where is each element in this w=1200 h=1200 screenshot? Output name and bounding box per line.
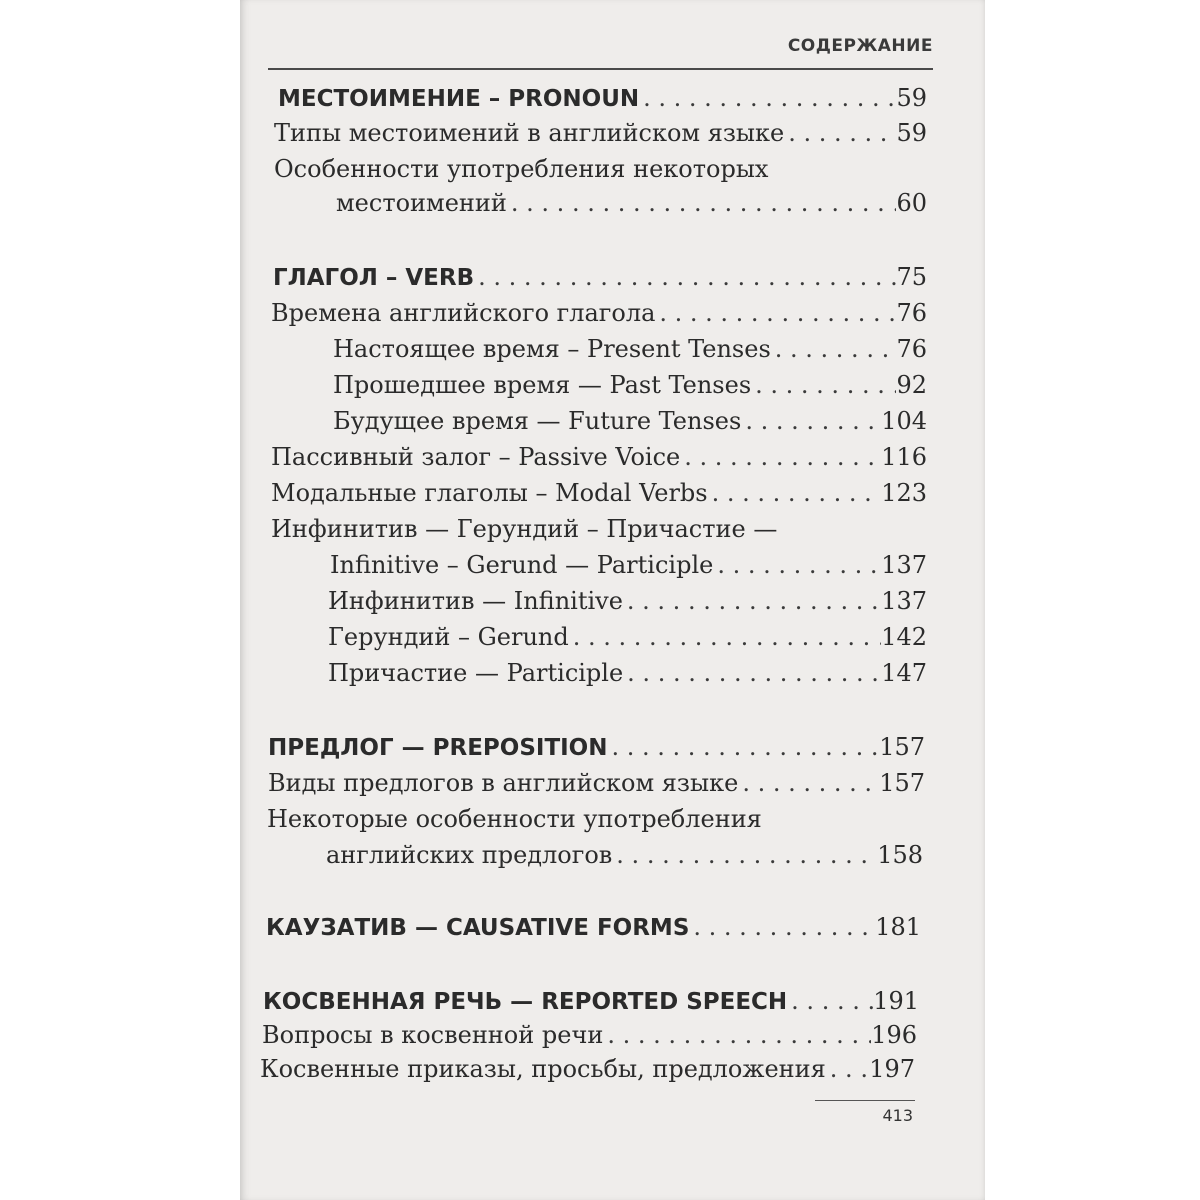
page-number: 59 (896, 84, 927, 112)
toc-entry (333, 334, 927, 364)
leader-dots (474, 262, 896, 292)
folio-rule (815, 1100, 915, 1101)
toc-entry-title: Причастие — Participle (328, 659, 624, 687)
toc-entry (326, 840, 923, 870)
toc-entry-title: Виды предлогов в английском языке (268, 769, 739, 797)
toc-heading-title: ПРЕДЛОГ — PREPOSITION (268, 735, 608, 761)
toc-entry (268, 768, 925, 798)
page-number: 191 (873, 987, 919, 1015)
page-number: 123 (881, 479, 927, 507)
toc-entry-title: Пассивный залог – Passive Voice (271, 443, 681, 471)
leader-dots (826, 1054, 869, 1084)
toc-entry (328, 622, 927, 652)
page-folio: 413 (882, 1106, 913, 1125)
toc-entry (330, 550, 927, 580)
toc-entry-title: Времена английского глагола (271, 299, 656, 327)
toc-heading-pronoun (278, 83, 927, 114)
page-number: 157 (879, 769, 925, 797)
toc-heading-reported-speech (263, 986, 919, 1017)
running-head: СОДЕРЖАНИЕ (787, 36, 933, 56)
page-number: 158 (877, 841, 923, 869)
leader-dots (771, 334, 897, 364)
leader-dots (507, 188, 897, 218)
toc-heading-verb (273, 262, 927, 293)
leader-dots (713, 550, 881, 580)
leader-dots (751, 370, 896, 400)
page-number: 116 (881, 443, 927, 471)
leader-dots (569, 622, 881, 652)
toc-entry-title: Вопросы в косвенной речи (262, 1021, 604, 1049)
leader-dots (689, 912, 875, 942)
toc-heading-title: МЕСТОИМЕНИЕ – PRONOUN (278, 86, 640, 112)
leader-dots (680, 442, 881, 472)
toc-entry-title: Косвенные приказы, просьбы, предложения (260, 1055, 826, 1083)
page-number: 92 (896, 371, 927, 399)
toc-entry (333, 370, 927, 400)
leader-dots (639, 83, 896, 113)
leader-dots (623, 586, 881, 616)
toc-entry-title: Герундий – Gerund (328, 623, 569, 651)
page-number: 157 (879, 733, 925, 761)
toc-entry (271, 478, 927, 508)
toc-entry-title: местоимений (336, 189, 507, 217)
page-number: 181 (875, 913, 921, 941)
page-number: 197 (869, 1055, 915, 1083)
toc-entry (336, 188, 927, 218)
toc-heading-title: КОСВЕННАЯ РЕЧЬ — REPORTED SPEECH (263, 989, 788, 1015)
leader-dots (623, 658, 881, 688)
toc-entry-title: Модальные глаголы – Modal Verbs (271, 479, 708, 507)
toc-entry-title: Инфинитив — Infinitive (328, 587, 623, 615)
page-number: 147 (881, 659, 927, 687)
page-number: 60 (896, 189, 927, 217)
page-number: 104 (881, 407, 927, 435)
page-number: 142 (881, 623, 927, 651)
leader-dots (738, 768, 879, 798)
page-number: 137 (881, 587, 927, 615)
toc-heading-preposition (268, 732, 925, 763)
page-number: 137 (881, 551, 927, 579)
toc-entry-title-line1: Некоторые особенности употребления (267, 805, 762, 833)
page-number: 75 (896, 263, 927, 291)
toc-heading-causative (266, 912, 921, 943)
toc-entry (328, 658, 927, 688)
page-number: 76 (896, 335, 927, 363)
page-number: 59 (896, 119, 927, 147)
toc-entry (333, 406, 927, 436)
toc-entry-title: Будущее время — Future Tenses (333, 407, 742, 435)
header-rule (268, 68, 933, 70)
toc-entry (271, 442, 927, 472)
toc-entry-title: Прошедшее время — Past Tenses (333, 371, 752, 399)
toc-entry (260, 1054, 915, 1084)
toc-entry (328, 586, 927, 616)
toc-entry (274, 118, 927, 148)
toc-entry-title-line1: Особенности употребления некоторых (274, 155, 769, 183)
toc-entry-title: Настоящее время – Present Tenses (333, 335, 771, 363)
toc-entry-title: Infinitive – Gerund — Participle (330, 551, 714, 579)
toc-entry (271, 298, 927, 328)
book-page (240, 0, 985, 1200)
leader-dots (787, 986, 873, 1016)
leader-dots (608, 732, 880, 762)
page-number: 76 (896, 299, 927, 327)
toc-heading-title: КАУЗАТИВ — CAUSATIVE FORMS (266, 915, 690, 941)
page-number: 196 (871, 1021, 917, 1049)
toc-entry-title: английских предлогов (326, 841, 613, 869)
toc-entry-title-line1: Инфинитив — Герундий – Причастие — (271, 515, 778, 543)
leader-dots (708, 478, 882, 508)
leader-dots (741, 406, 881, 436)
toc-entry-title: Типы местоимений в английском языке (274, 119, 785, 147)
toc-entry (262, 1020, 917, 1050)
leader-dots (655, 298, 896, 328)
toc-heading-title: ГЛАГОЛ – VERB (273, 265, 475, 291)
leader-dots (612, 840, 877, 870)
leader-dots (784, 118, 896, 148)
leader-dots (603, 1020, 871, 1050)
